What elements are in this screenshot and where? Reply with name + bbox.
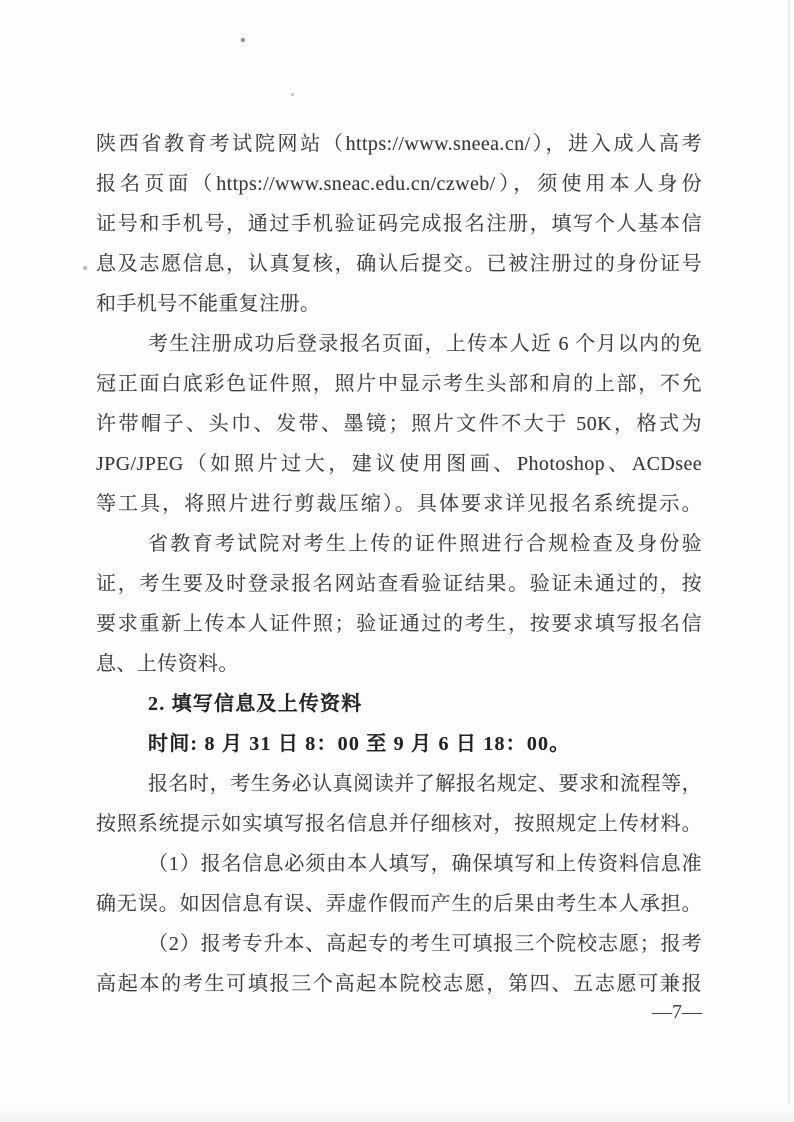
- text-line: （2）报考专升本、高起专的考生可填报三个院校志愿；报考: [148, 933, 702, 955]
- page-number: —7—: [652, 1001, 702, 1023]
- scan-edge-shadow: [788, 0, 790, 1122]
- text-line: （1）报名信息必须由本人填写，确保填写和上传资料信息准: [148, 853, 702, 875]
- bottom-scan-shade: [0, 1104, 794, 1122]
- text-line: 证，考生要及时登录报名网站查看验证结果。验证未通过的，按: [96, 573, 702, 595]
- text-line: 许带帽子、头巾、发带、墨镜；照片文件不大于 50K，格式为: [96, 413, 702, 435]
- text-line: 按照系统提示如实填写报名信息并仔细核对，按照规定上传材料。: [96, 813, 702, 835]
- text-line: 陕西省教育考试院网站（https://www.sneea.cn/），进入成人高考: [96, 133, 702, 155]
- section-heading: 2. 填写信息及上传资料: [148, 693, 363, 715]
- text-line: 证号和手机号，通过手机验证码完成报名注册，填写个人基本信: [96, 213, 702, 235]
- text-line: 考生注册成功后登录报名页面，上传本人近 6 个月以内的免: [148, 333, 702, 355]
- scan-speck: [241, 38, 245, 42]
- text-line: 息、上传资料。: [96, 653, 239, 675]
- text-line: 等工具，将照片进行剪裁压缩）。具体要求详见报名系统提示。: [96, 493, 702, 515]
- time-line: 时间: 8 月 31 日 8：00 至 9 月 6 日 18：00。: [148, 733, 571, 755]
- text-line: 息及志愿信息，认真复核，确认后提交。已被注册过的身份证号: [96, 253, 702, 275]
- text-line: 冠正面白底彩色证件照，照片中显示考生头部和肩的上部，不允: [96, 373, 702, 395]
- text-line: JPG/JPEG（如照片过大，建议使用图画、Photoshop、ACDsee: [96, 453, 702, 475]
- scan-speck: [83, 266, 87, 270]
- text-line: 要求重新上传本人证件照；验证通过的考生，按要求填写报名信: [96, 613, 702, 635]
- document-body: [96, 124, 702, 1004]
- text-line: 和手机号不能重复注册。: [96, 293, 321, 315]
- text-line: 高起本的考生可填报三个高起本院校志愿，第四、五志愿可兼报: [96, 973, 702, 995]
- text-line: 报名页面（https://www.sneac.edu.cn/czweb/），须使用本人身份: [96, 173, 702, 195]
- scan-speck: [291, 93, 294, 96]
- text-line: 报名时，考生务必认真阅读并了解报名规定、要求和流程等，: [148, 773, 702, 795]
- text-line: 省教育考试院对考生上传的证件照进行合规检查及身份验: [148, 533, 702, 555]
- text-line: 确无误。如因信息有误、弄虚作假而产生的后果由考生本人承担。: [96, 893, 702, 915]
